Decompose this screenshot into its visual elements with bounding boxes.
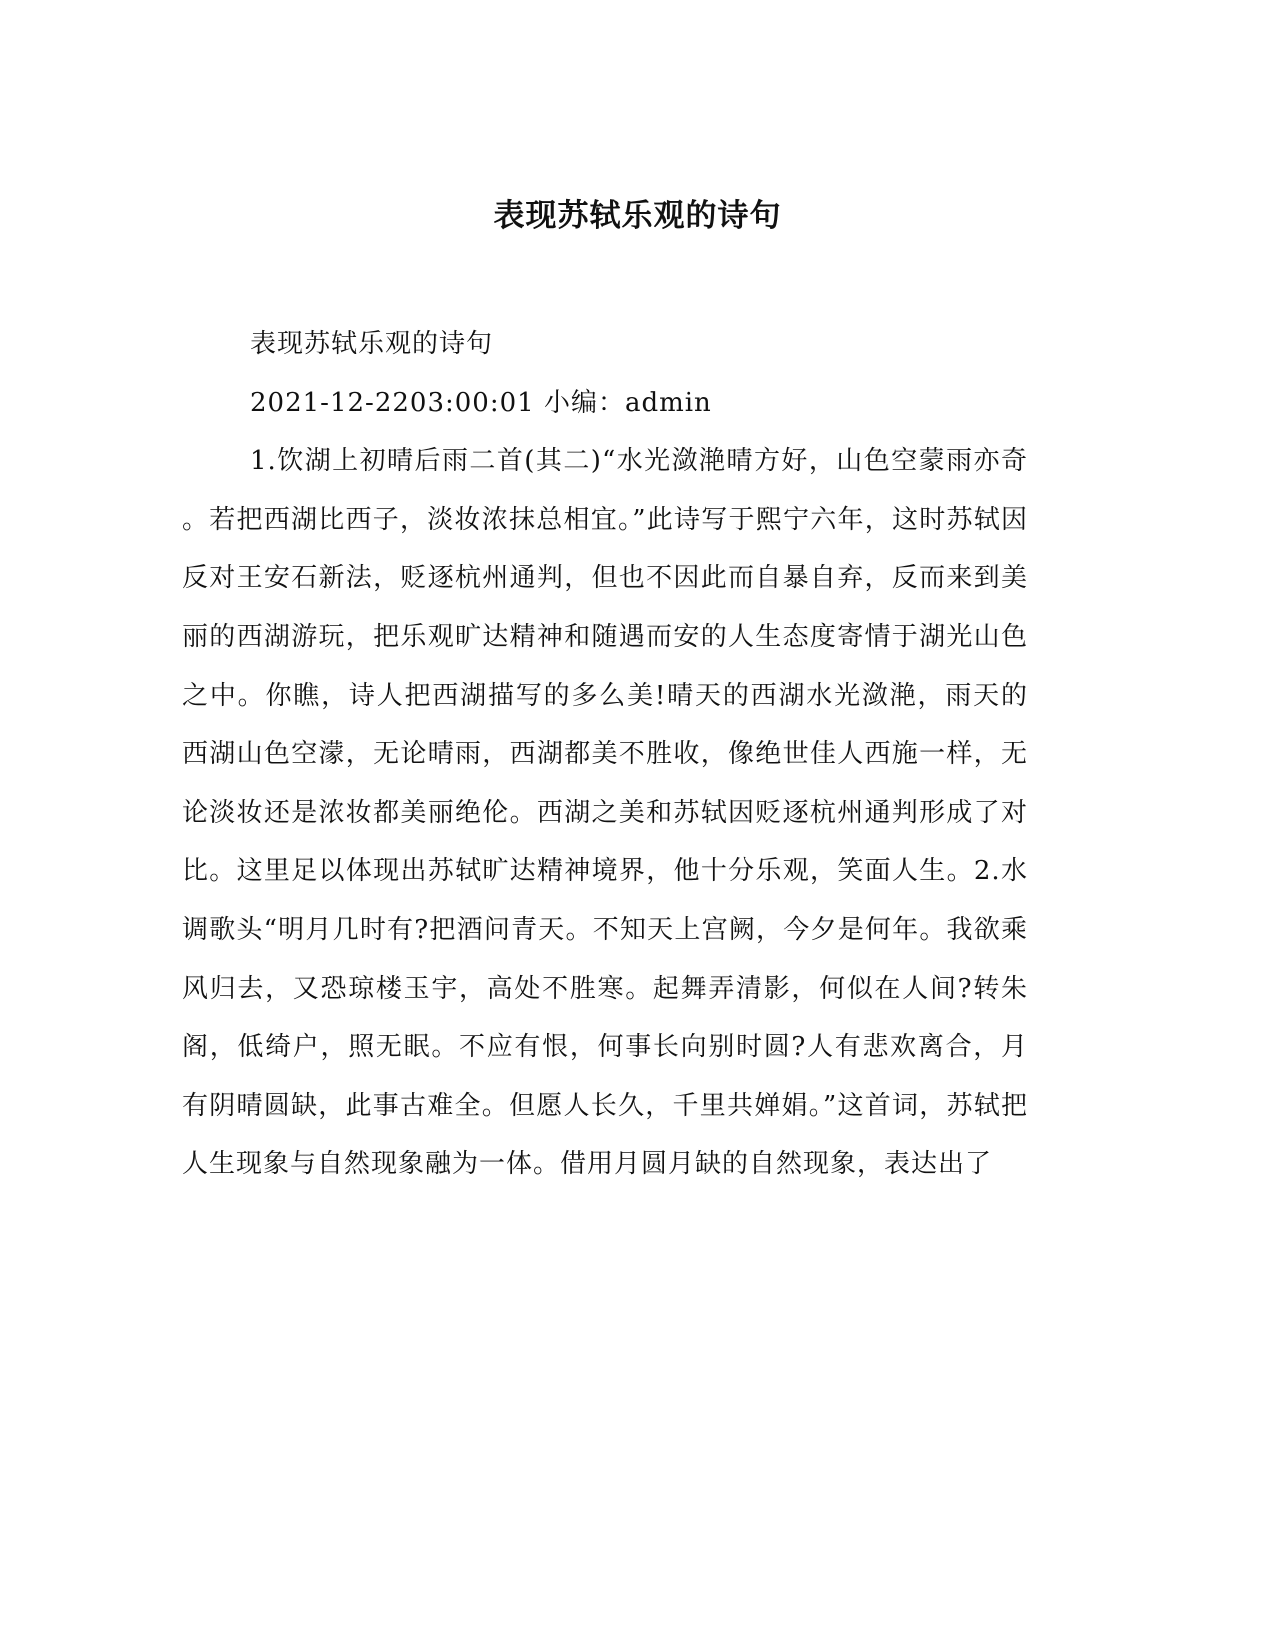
document-title: 表现苏轼乐观的诗句: [493, 198, 782, 234]
document-content: [182, 315, 1028, 1194]
document-body: 1.饮湖上初晴后雨二首(其二)“水光潋滟晴方好，山色空蒙雨亦奇。若把西湖比西子，淡妆浓抹总相宜。”此诗写于熙宁六年，这时苏轼因反对王安石新法，贬逐杭州通判，但也不因此而自暴自弃，反而来到美丽的西湖游玩，把乐观旷达精神和随遇而安的人生态度寄情于湖光山色之中。你瞧，诗人把西湖描写的多么美!晴天的西湖水光潋滟，雨天的西湖山色空濛，无论晴雨，西湖都美不胜收，像绝世佳人西施一样，无论淡妆还是浓妆都美丽绝伦。西湖之美和苏轼因贬逐杭州通判形成了对比。这里足以体现出苏轼旷达精神境界，他十分乐观，笑面人生。2.水调歌头“明月几时有?把酒问青天。不知天上宫阙，今夕是何年。我欲乘风归去，又恐琼楼玉宇，高处不胜寒。起舞弄清影，何似在人间?转朱阁，低绮户，照无眠。不应有恨，何事长向别时圆?人有悲欢离合，月有阴晴圆缺，此事古难全。但愿人长久，千里共婵娟。”这首词，苏轼把人生现象与自然现象融为一体。借用月圆月缺的自然现象，表达出了: [182, 446, 1028, 1180]
document-subtitle: 表现苏轼乐观的诗句: [250, 329, 494, 359]
document-meta: 2021-12-2203:00:01 小编：admin: [250, 387, 712, 418]
